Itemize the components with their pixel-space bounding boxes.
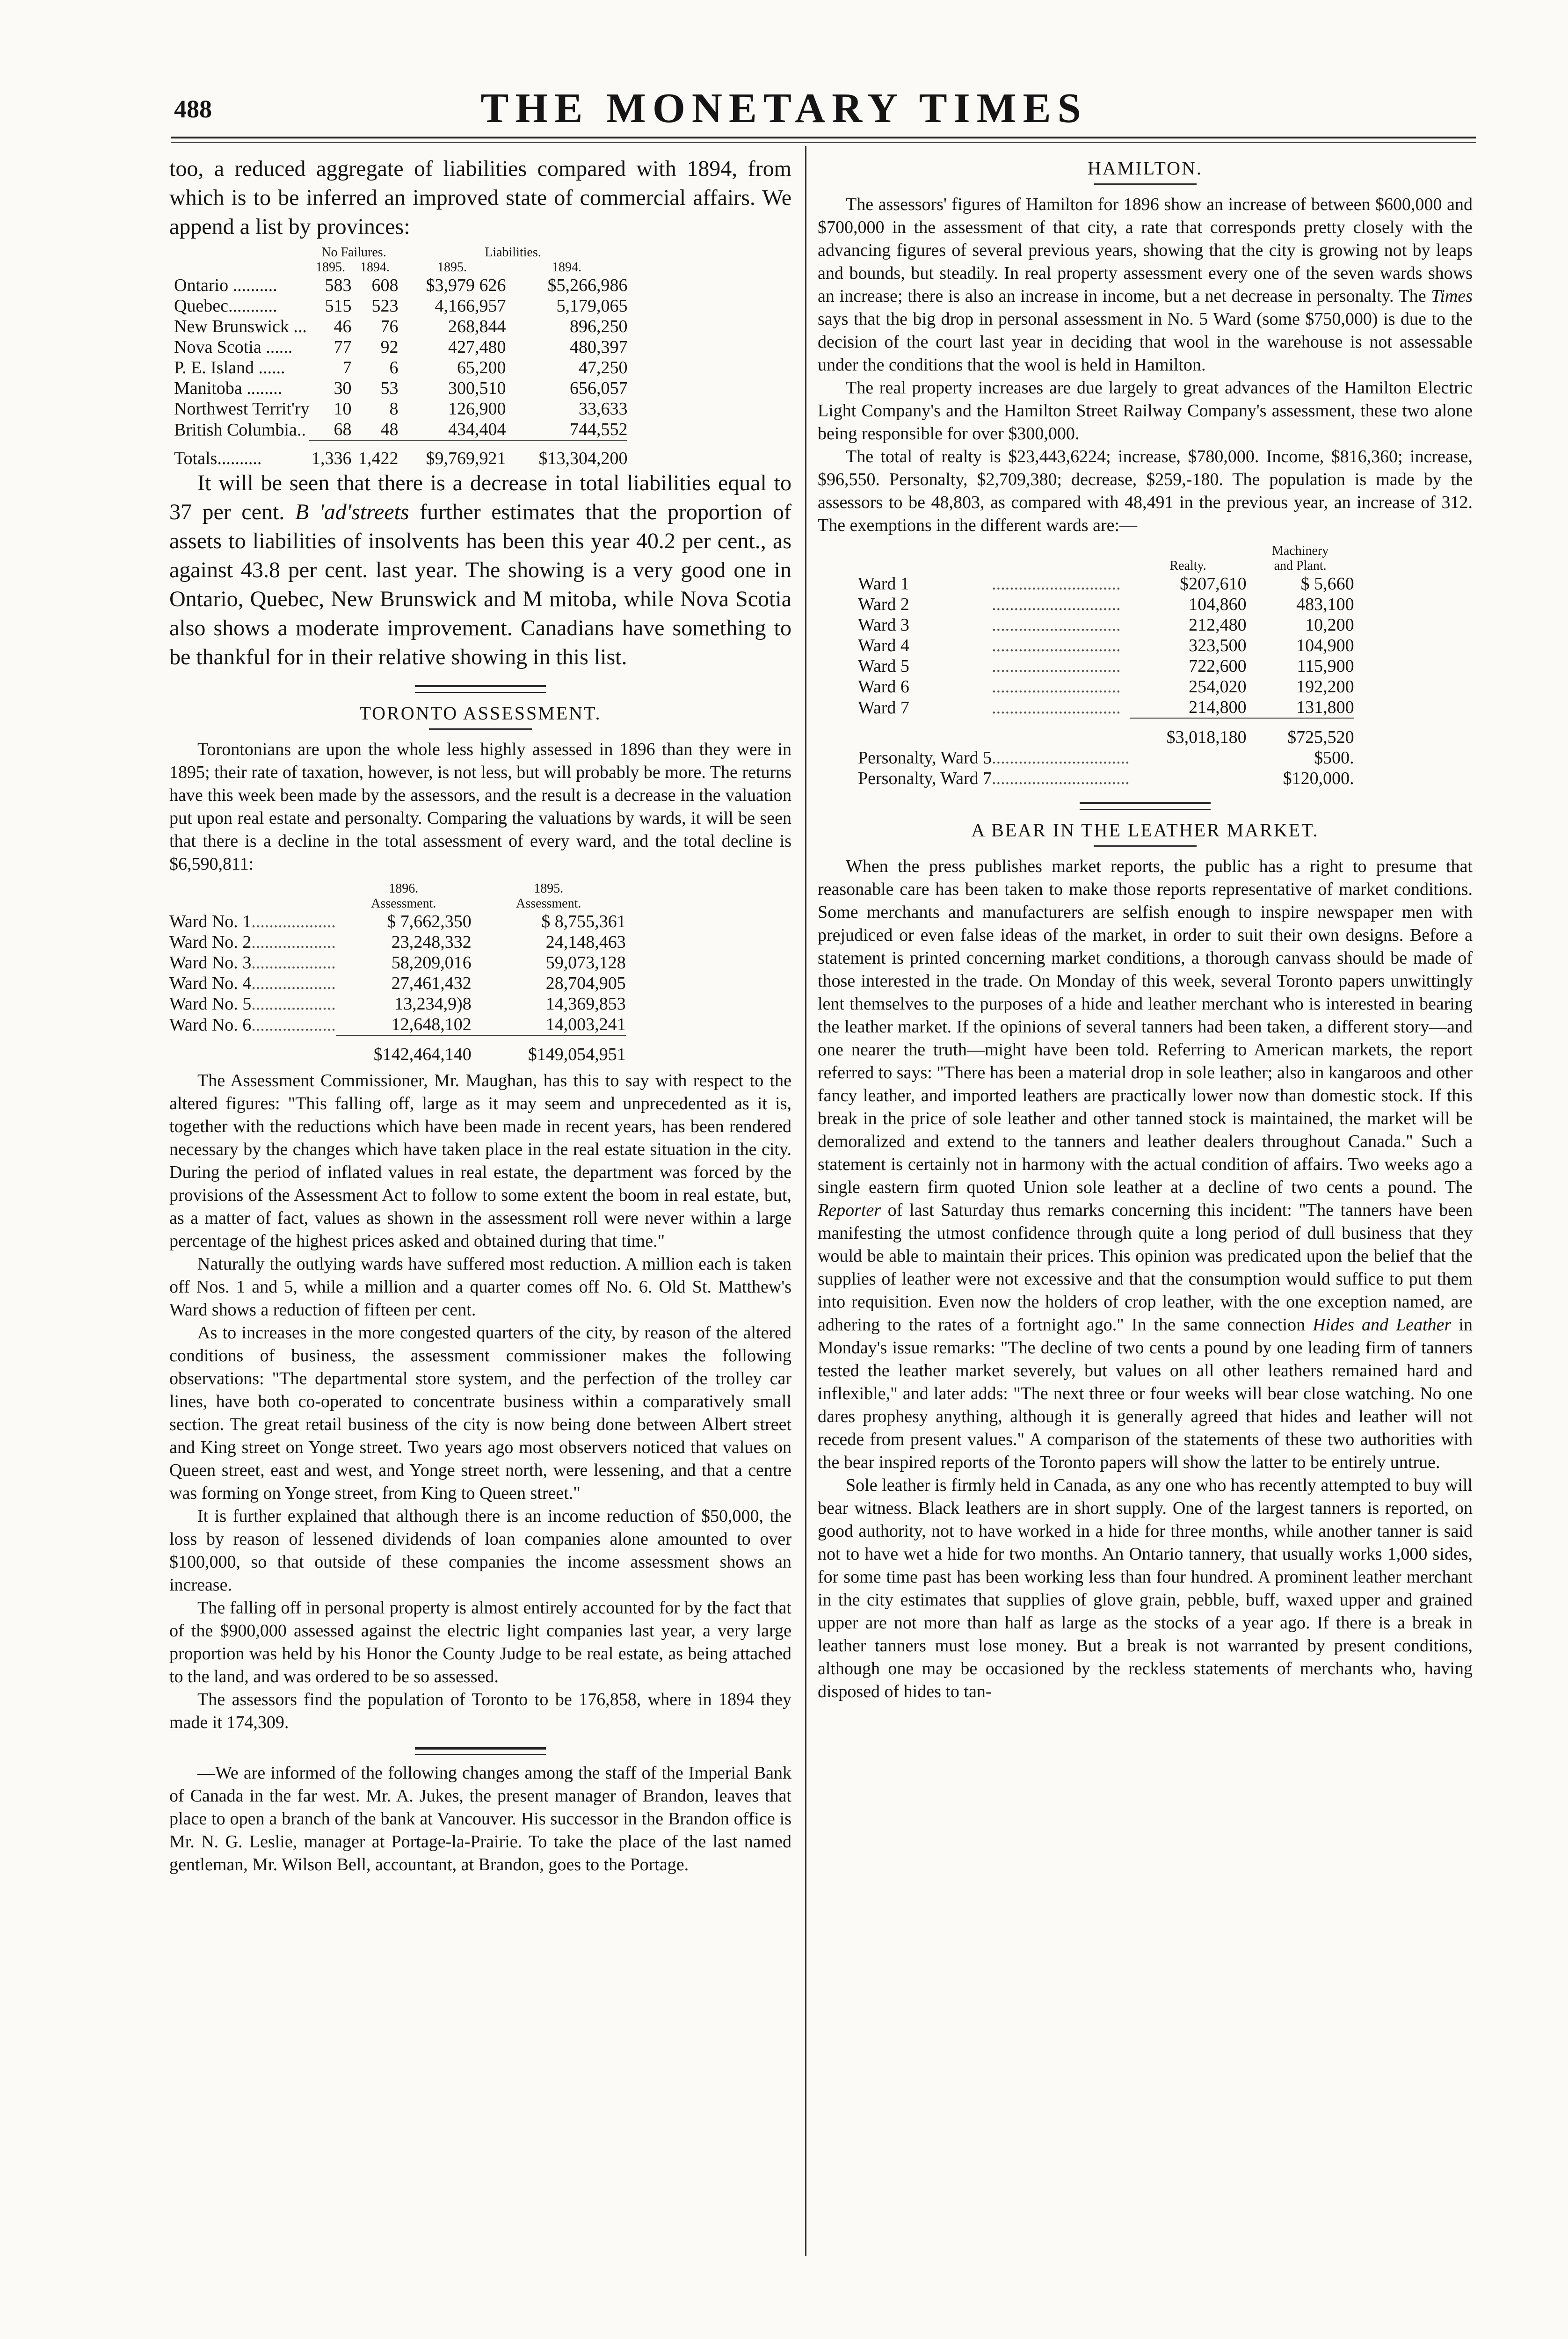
toronto-heading: TORONTO ASSESSMENT. xyxy=(359,703,602,724)
ward-label: Ward 3 xyxy=(858,615,909,635)
hamilton-heading: HAMILTON. xyxy=(1088,158,1203,179)
cell: 10 xyxy=(334,399,352,419)
failures-table xyxy=(174,245,627,469)
cell: 6 xyxy=(389,358,399,378)
section-separator xyxy=(1080,802,1211,810)
province-name: Ontario .......... xyxy=(174,276,277,295)
intro-paragraph: too, a reduced aggregate of liabilities compared with 1894, from which is to be inferred an improved state of commercial affairs. We append a list by provinces: xyxy=(169,156,791,239)
cell: 104,860 xyxy=(1189,595,1247,614)
header-rule xyxy=(171,137,1476,138)
cell: 131,800 xyxy=(1296,697,1354,717)
cell: $3,018,180 xyxy=(1130,718,1247,748)
leader-dots: ................... xyxy=(251,932,336,952)
cell: 104,900 xyxy=(1296,636,1354,655)
table-row xyxy=(169,994,626,1014)
cell: 58,209,016 xyxy=(391,953,472,973)
ward-label: Ward 5 xyxy=(858,656,909,676)
cell: 76 xyxy=(380,317,399,336)
cell: 92 xyxy=(380,337,399,357)
cell: 480,397 xyxy=(569,337,628,357)
bradstreets-word: B 'ad'streets xyxy=(295,500,409,524)
personalty-row xyxy=(858,748,1354,768)
leader-dots: ............................... xyxy=(992,769,1130,788)
ward-label: Ward 2 xyxy=(858,595,909,614)
hamilton-paragraph xyxy=(818,193,1473,377)
leader-dots: ............................. xyxy=(992,677,1121,697)
cell: 300,510 xyxy=(448,378,506,398)
ward-label: Ward No. 6 xyxy=(169,1015,252,1035)
cell: 53 xyxy=(380,378,399,398)
toronto-paragraph: It is further explained that although there is an income reduction of $50,000, the loss by reason of lessened dividends of loan companies alone amounted to over $100,000, so that outside of these companies the income assessment shows an increase. xyxy=(169,1506,791,1595)
leader-dots: ................... xyxy=(251,912,336,931)
leader-dots: ................... xyxy=(251,1015,336,1035)
decrease-text: It will be seen that there is a decrease in total liabilities equal to 37 per cent. xyxy=(169,471,791,524)
cell: $207,610 xyxy=(1180,574,1247,594)
leader-dots: ................... xyxy=(251,994,336,1014)
left-column xyxy=(169,154,791,1876)
toronto-paragraph: The assessors find the population of Toronto to be 176,858, where in 1894 they made it 174,309. xyxy=(169,1690,791,1732)
hamilton-paragraph: The total of realty is $23,443,6224; increase, $780,000. Income, $816,360; increase, $96,550. Personalty, $2,709,380; decrease, $259,-180. The population is made by the assessors to be 48,803, as compared with 48,491 in the previous year, an increase of 312. The exemptions in the different wards are:— xyxy=(818,447,1473,535)
table-row xyxy=(858,635,1354,656)
totals-row xyxy=(169,1035,626,1065)
cell: $3,979 626 xyxy=(426,276,506,295)
ward-label: Ward No. 2 xyxy=(169,932,252,952)
ward-label: Ward No. 3 xyxy=(169,953,252,973)
province-name: British Columbia.. xyxy=(174,420,306,440)
cell: 483,100 xyxy=(1296,595,1354,614)
leader-dots: ............................. xyxy=(992,656,1121,676)
ward-label: Ward 6 xyxy=(858,677,909,697)
totals-label: Totals.......... xyxy=(174,449,262,468)
cell: 192,200 xyxy=(1296,677,1354,697)
section-separator xyxy=(415,1747,546,1755)
leader-dots: ............................. xyxy=(992,574,1121,594)
cell: 896,250 xyxy=(569,317,628,336)
province-name: Manitoba ........ xyxy=(174,378,283,398)
bear-heading: A BEAR IN THE LEATHER MARKET. xyxy=(971,820,1319,841)
heading-rule xyxy=(1094,845,1197,847)
cell: $9,769,921 xyxy=(398,440,506,469)
bear-paragraph: Sole leather is firmly held in Canada, as any one who has recently attempted to buy will bear witness. Black leathers are in short supply. One of the largest tanners is reported, on good authority, not to have worked in a hide for three months, while another tanner is said not to have wet a hide for two months. An Ontario tannery, that usually works 1,000 sides, for some time past has been working less than four hundred. A prominent leather merchant in the city estimates that supplies of glove grain, pebble, buff, waxed upper and grained upper are not more than half as large as the stocks of a year ago. If there is a break in leather tanners must lose money. But a break is not warranted by present conditions, although one may be occasioned by the reckless statements of merchants who, having disposed of hides to tan- xyxy=(818,1475,1473,1701)
col-header: Machinery and Plant. xyxy=(1271,544,1329,573)
header-rule-thin xyxy=(171,142,1476,143)
cell: 1,422 xyxy=(351,440,398,469)
cell: 4,166,957 xyxy=(435,296,506,316)
col-header: Realty. xyxy=(1169,559,1206,573)
ward-assessment-table xyxy=(169,881,626,1065)
cell: 14,003,241 xyxy=(545,1015,626,1034)
cell: 46 xyxy=(334,317,352,336)
cell: 214,800 xyxy=(1189,697,1247,717)
table-row xyxy=(858,656,1354,676)
cell: 583 xyxy=(325,276,352,295)
table-row xyxy=(169,932,626,952)
cell: 5,179,065 xyxy=(556,296,628,316)
table-row xyxy=(169,952,626,973)
bear-text-3: in Monday's issue remarks: "The decline of two cents a pound by one leading firm of tanners tested the leather market severely, but values on all other leathers remained hard and inflexible," and later adds: "The next three or four weeks will bear close watching. No one dares prophesy anything, although it is generally agreed that hides and leather will not recede from present values." A comparison of the statements of these two authorities with the bear inspired reports of the Toronto papers will show the latter to be entirely untrue. xyxy=(818,1315,1473,1472)
province-name: Nova Scotia ...... xyxy=(174,337,293,357)
cell: 10,200 xyxy=(1305,615,1354,635)
col-header: 1895. xyxy=(315,260,345,275)
leader-dots: ............................. xyxy=(992,615,1121,635)
cell: 27,461,432 xyxy=(391,973,472,993)
cell: $ 8,755,361 xyxy=(541,912,626,931)
hamilton-text: The assessors' figures of Hamilton for 1896 show an increase of between $600,000 and $700,000 in the assessment of that city, a rate that corresponds pretty closely with the advancing figures of several previous years, showing that the city is growing not by leaps and bounds, but steadily. In real property assessment every one of the seven wards shows an increase; there is also an increase in income, but a net decrease in personalty. The xyxy=(818,195,1473,306)
liabilities-group-header: Liabilities. xyxy=(485,245,541,260)
page-number: 488 xyxy=(174,95,212,123)
decrease-paragraph xyxy=(169,469,791,672)
table-row xyxy=(858,697,1354,718)
table-row xyxy=(174,419,627,440)
cell: 212,480 xyxy=(1189,615,1247,635)
leader-dots: ................... xyxy=(251,953,336,973)
cell: $725,520 xyxy=(1247,718,1354,748)
cell: $500. xyxy=(1314,748,1354,768)
heading-rule xyxy=(1094,183,1197,185)
bank-note-paragraph: —We are informed of the following changes among the staff of the Imperial Bank of Canada in the far west. Mr. A. Jukes, the present manager of Brandon, leaves that place to open a branch of the bank at Vancouver. His successor in the Brandon office is Mr. N. G. Leslie, manager at Portage-la-Prairie. To take the place of the last named gentleman, Mr. Wilson Bell, accountant, at Brandon, goes to the Portage. xyxy=(169,1763,791,1874)
reporter-word: Reporter xyxy=(818,1200,881,1220)
cell: $13,304,200 xyxy=(506,440,627,469)
ward-label: Ward No. 5 xyxy=(169,994,252,1014)
cell: 28,704,905 xyxy=(545,973,626,993)
decrease-text-2: further estimates that the proportion of assets to liabilities of insolvents has been this year 40.2 per cent., as against 43.8 per cent. last year. The showing is a very good one in Ontario, Quebec, New Brunswick and M mitoba, while Nova Scotia also shows a moderate improvement. Canadians have something to be thankful for in their relative showing in this list. xyxy=(169,500,792,669)
leader-dots: ............................... xyxy=(992,748,1130,768)
cell: 427,480 xyxy=(448,337,506,357)
province-name: New Brunswick ... xyxy=(174,317,307,336)
cell: 59,073,128 xyxy=(545,953,626,973)
totals-row xyxy=(174,440,627,469)
cell: $ 5,660 xyxy=(1300,574,1354,594)
publication-title: THE MONETARY TIMES xyxy=(480,85,1088,131)
cell: 523 xyxy=(371,296,399,316)
leader-dots: ................... xyxy=(251,973,336,993)
cell: 13,234,9)8 xyxy=(394,994,472,1014)
cell: 115,900 xyxy=(1297,656,1354,676)
cell: $120,000. xyxy=(1283,769,1354,788)
cell: 33,633 xyxy=(578,399,628,419)
hides-word: Hides and Leather xyxy=(1313,1315,1452,1335)
heading-rule xyxy=(429,728,532,730)
cell: 722,600 xyxy=(1189,656,1247,676)
table-row xyxy=(858,676,1354,697)
hamilton-text-2: says that the big drop in personal assessment in No. 5 Ward (some $750,000) is due to the decision of the court last year in deciding that wool in the warehouse is not assessable under the conditions that the wool is held in Hamilton. xyxy=(818,309,1473,375)
table-row xyxy=(169,911,626,932)
failures-group-header: No Failures. xyxy=(321,245,386,260)
cell: 268,844 xyxy=(448,317,506,336)
section-separator xyxy=(415,685,546,693)
cell: 744,552 xyxy=(569,420,628,439)
cell: 608 xyxy=(371,276,399,295)
right-column xyxy=(818,154,1473,1703)
province-name: Quebec........... xyxy=(174,296,277,316)
cell: 254,020 xyxy=(1189,677,1247,697)
ward-label: Ward 4 xyxy=(858,636,909,655)
col-header: 1896. Assessment. xyxy=(371,881,436,911)
hamilton-paragraph: The real property increases are due largely to great advances of the Hamilton Electric Light Company's and the Hamilton Street Railway Company's assessment, these two alone being responsible for over $300,000. xyxy=(818,378,1473,443)
cell: 23,248,332 xyxy=(391,932,472,952)
leader-dots: ............................. xyxy=(992,636,1121,655)
cell: 656,057 xyxy=(569,378,628,398)
table-row xyxy=(858,615,1354,635)
table-row xyxy=(174,316,627,337)
table-row xyxy=(174,357,627,378)
cell: 7 xyxy=(342,358,352,378)
table-row xyxy=(174,296,627,316)
toronto-paragraph: The falling off in personal property is almost entirely accounted for by the fact that of the $900,000 assessed against the electric light companies last year, a very large proportion was held by his Honor the County Judge to be real estate, as being attached to the land, and was ordered to be so assessed. xyxy=(169,1598,791,1686)
cell: 323,500 xyxy=(1189,636,1247,655)
totals-row xyxy=(858,718,1354,748)
table-row xyxy=(174,275,627,296)
toronto-paragraph: Naturally the outlying wards have suffered most reduction. A million each is taken off Nos. 1 and 5, while a million and a quarter comes off No. 6. Old St. Matthew's Ward shows a reduction of fifteen per cent. xyxy=(169,1254,791,1320)
cell: 30 xyxy=(334,378,352,398)
cell: $142,464,140 xyxy=(336,1035,472,1065)
cell: $149,054,951 xyxy=(472,1035,626,1065)
col-header: 1895. xyxy=(437,260,467,275)
cell: $5,266,986 xyxy=(547,276,628,295)
table-row xyxy=(858,594,1354,615)
ward-label: Ward No. 1 xyxy=(169,912,252,931)
cell: 77 xyxy=(334,337,352,357)
bear-text-2: of last Saturday thus remarks concerning this incident: "The tanners have been manifesting the utmost confidence through quite a long period of dull business that they would be able to maintain their prices. This opinion was predicated upon the belief that the supplies of leather were not excessive and that the consumption would suffice to put them into requisition. Even now the holders of crop leather, with the one exception named, are adhering to the rates of a fortnight ago." In the same connection xyxy=(818,1200,1473,1335)
province-name: P. E. Island ...... xyxy=(174,358,285,378)
exemptions-table xyxy=(858,544,1354,789)
leader-dots: ............................. xyxy=(992,595,1121,614)
table-row xyxy=(858,574,1354,594)
cell: 48 xyxy=(380,420,399,439)
cell: 47,250 xyxy=(578,358,628,378)
bear-text: When the press publishes market reports, the public has a right to presume that reasonable care has been taken to make those reports representative of market conditions. Some merchants and manufacturers are selfish enough to inspire newspaper men with prejudiced or even false ideas of the market, in order to suit their own designs. Before a statement is printed concerning market conditions, a thorough canvass should be made of those interested in the trade. On Monday of this week, several Toronto papers unwittingly lent themselves to the purposes of a hide and leather merchant who is interested in bearing the leather market. If the opinions of several tanners had been taken, a different story—and one nearer the truth—might have been told. Referring to American markets, the report referred to says: "There has been a material drop in sole leather; also in kangaroos and other fancy leather, and imported leathers are practically lower now than domestic stock. If this break in the price of sole leather and other tanned stock is maintained, the market will be demoralized and extend to the tanners and leather dealers throughout Canada." Such a statement is certainly not in harmony with the actual condition of affairs. Two weeks ago a single eastern firm quoted Union sole leather at a decline of two cents a pound. The xyxy=(818,857,1473,1197)
cell: 12,648,102 xyxy=(391,1015,472,1034)
bear-paragraph xyxy=(818,855,1473,1474)
cell: 1,336 xyxy=(309,440,351,469)
table-row xyxy=(169,1014,626,1035)
ward-label: Ward No. 4 xyxy=(169,973,252,993)
ward-label: Ward 7 xyxy=(858,698,909,718)
masthead xyxy=(0,0,1568,140)
toronto-paragraph: As to increases in the more congested quarters of the city, by reason of the altered conditions of business, the assessment commissioner makes the following observations: "The departmental store system, and the perfection of the trolley car lines, have both co-operated to concentrate business within a comparatively small section. The great retail business of the city is now being done between Albert street and King street on Yonge street. Two years ago most observers noticed that values on Queen street, east and west, and Yonge street north, were lessening, and that a centre was forming on Yonge street, from King to Queen street." xyxy=(169,1323,791,1503)
cell: 515 xyxy=(325,296,352,316)
ward-label: Ward 1 xyxy=(858,574,909,594)
table-row xyxy=(174,337,627,357)
times-word: Times xyxy=(1431,286,1473,306)
leader-dots: ............................. xyxy=(992,698,1121,718)
toronto-paragraph: The Assessment Commissioner, Mr. Maughan, has this to say with respect to the altered figures: "This falling off, large as it may seem and unprecedented as it is, together with the reductions which have been made in recent years, has been rendered necessary by the changes which have taken place in the real estate situation in the city. During the period of inflated values in real estate, the department was forced by the provisions of the Assessment Act to follow to some extent the boom in real estate, but, as a matter of fact, values as shown in the assessment roll were never within a large percentage of the highest prices asked and obtained during that time." xyxy=(169,1071,791,1251)
cell: 24,148,463 xyxy=(545,932,626,952)
column-divider xyxy=(805,146,806,2256)
col-header: 1894. xyxy=(552,260,581,275)
province-name: Northwest Territ'ry xyxy=(174,399,310,419)
personalty-label: Personalty, Ward 7 xyxy=(858,769,992,788)
table-row xyxy=(174,378,627,399)
cell: 126,900 xyxy=(448,399,506,419)
cell: 68 xyxy=(334,420,352,439)
personalty-row xyxy=(858,768,1354,789)
cell: 434,404 xyxy=(448,420,506,439)
cell: 14,369,853 xyxy=(545,994,626,1014)
cell: $ 7,662,350 xyxy=(387,912,472,931)
cell: 8 xyxy=(389,399,399,419)
cell: 65,200 xyxy=(457,358,506,378)
table-row xyxy=(169,973,626,994)
toronto-paragraph: Torontonians are upon the whole less highly assessed in 1896 than they were in 1895; their rate of taxation, however, is not less, but will probably be more. The returns have this week been made by the assessors, and the result is a decrease in the valuation put upon real estate and personalty. Comparing the valuations by wards, it will be seen that there is a decline in the total assessment of every ward, and the total decline is $6,590,811: xyxy=(169,740,791,874)
table-row xyxy=(174,399,627,419)
personalty-label: Personalty, Ward 5 xyxy=(858,748,992,768)
col-header: 1895. Assessment. xyxy=(516,881,581,911)
col-header: 1894. xyxy=(360,260,390,275)
